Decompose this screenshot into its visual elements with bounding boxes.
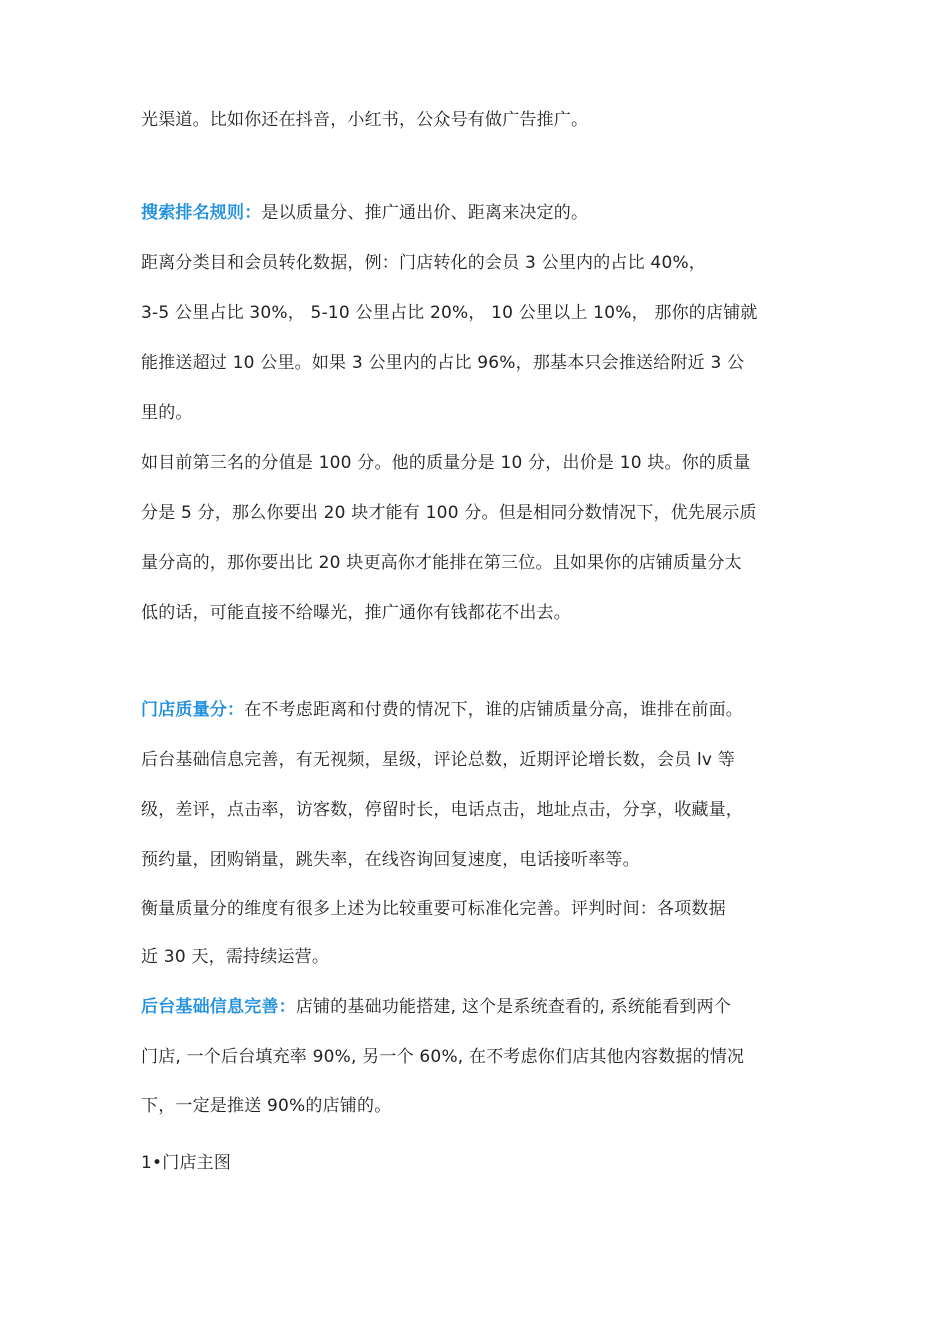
paragraph-line: 衡量质量分的维度有很多上述为比较重要可标准化完善。评判时间：各项数据	[141, 899, 726, 919]
paragraph-line: 里的。	[141, 403, 193, 423]
paragraph-line: 门店, 一个后台填充率 90%, 另一个 60%, 在不考虑你们店其他内容数据的情况	[141, 1047, 745, 1067]
paragraph-line: 下，一定是推送 90%的店铺的。	[141, 1096, 392, 1116]
paragraph-line: 能推送超过 10 公里。如果 3 公里内的占比 96%，那基本只会推送给附近 3 公	[141, 353, 745, 373]
paragraph-line: 分是 5 分，那么你要出 20 块才能有 100 分。但是相同分数情况下，优先展示质	[141, 503, 757, 523]
paragraph-line: 光渠道。比如你还在抖音，小红书，公众号有做广告推广。	[141, 110, 589, 130]
list-item: 1•门店主图	[141, 1153, 232, 1173]
store-quality-score-line	[141, 698, 743, 722]
paragraph-line: 近 30 天，需持续运营。	[141, 947, 330, 967]
section-text: 是以质量分、推广通出价、距离来决定的。	[261, 203, 589, 223]
paragraph-line: 预约量，团购销量，跳失率，在线咨询回复速度，电话接听率等。	[141, 850, 640, 870]
backend-info-line	[141, 995, 731, 1019]
paragraph-line: 如目前第三名的分值是 100 分。他的质量分是 10 分，出价是 10 块。你的质量	[141, 453, 751, 473]
paragraph-line: 级，差评，点击率，访客数，停留时长，电话点击，地址点击，分享，收藏量，	[141, 800, 743, 820]
paragraph-line: 低的话，可能直接不给曝光，推广通你有钱都花不出去。	[141, 603, 571, 623]
paragraph-line: 量分高的，那你要出比 20 块更高你才能排在第三位。且如果你的店铺质量分太	[141, 553, 742, 573]
search-ranking-rule-line	[141, 201, 588, 225]
paragraph-line: 后台基础信息完善，有无视频，星级，评论总数，近期评论增长数，会员 lv 等	[141, 750, 735, 770]
section-text: 在不考虑距离和付费的情况下，谁的店铺质量分高，谁排在前面。	[244, 700, 744, 720]
section-heading: 门店质量分：	[141, 700, 245, 720]
paragraph-line: 距离分类目和会员转化数据，例：门店转化的会员 3 公里内的占比 40%，	[141, 253, 707, 273]
section-heading: 后台基础信息完善：	[141, 997, 296, 1017]
paragraph-line: 3-5 公里占比 30%， 5-10 公里占比 20%， 10 公里以上 10%， 那你的店铺就	[141, 303, 758, 323]
section-heading: 搜索排名规则：	[141, 203, 262, 223]
section-text: 店铺的基础功能搭建, 这个是系统查看的, 系统能看到两个	[295, 997, 732, 1017]
